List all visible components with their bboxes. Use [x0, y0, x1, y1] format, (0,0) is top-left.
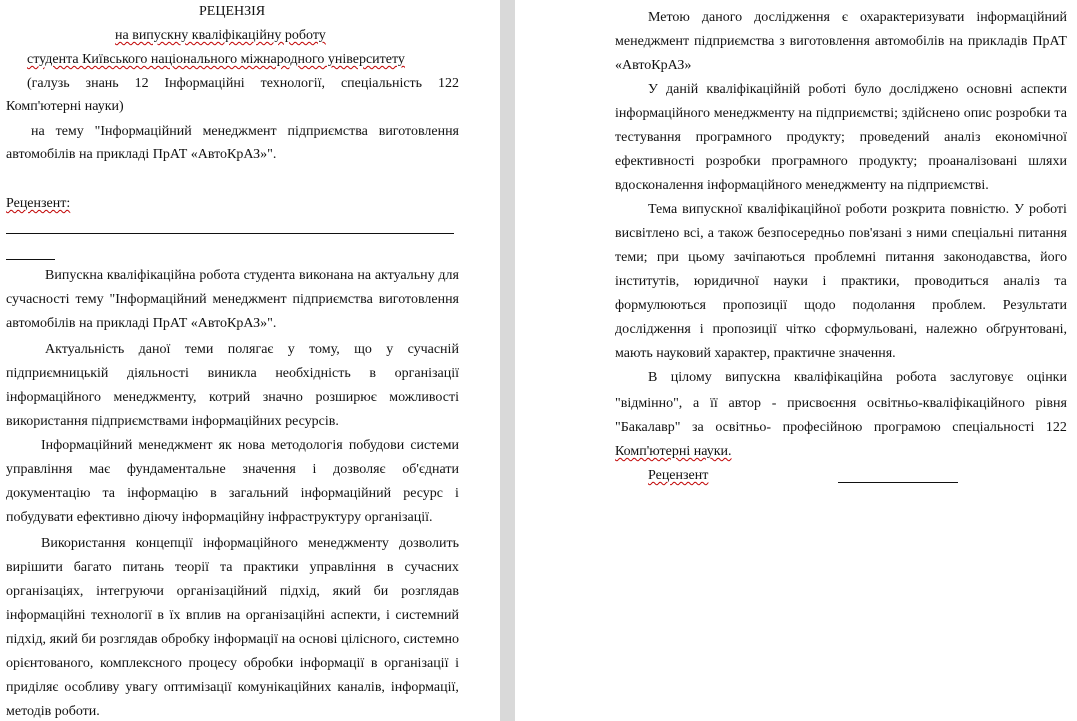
word: технології, [260, 76, 326, 91]
word: цьому [688, 250, 725, 265]
word: тему [55, 124, 84, 139]
word: теми; [615, 250, 648, 265]
right-p4-line-1 [648, 370, 1067, 386]
word: інформаційного [202, 536, 298, 551]
word: в [157, 608, 165, 623]
word: побудови [348, 438, 405, 453]
word: "Інформаційний [94, 124, 192, 139]
right-p1-line-3: «АвтоКрАЗ» [615, 58, 692, 73]
word: ними [915, 226, 948, 241]
word: комплексного [99, 656, 182, 671]
word: виникла [207, 366, 257, 381]
word: виготовлення [378, 124, 459, 139]
word: його [1040, 250, 1067, 265]
word: ресурс [403, 486, 443, 501]
word: Інформаційний [41, 438, 133, 453]
word: з [779, 34, 785, 49]
word: ПрАТ [1032, 34, 1067, 49]
word: практики, [840, 274, 900, 289]
word: продукту; [858, 154, 918, 169]
right-p2-line-4 [615, 154, 1067, 170]
word: ефективності [615, 154, 695, 169]
word: при [656, 250, 679, 265]
word: за [692, 420, 704, 435]
review-title: РЕЦЕНЗІЯ [199, 4, 266, 19]
word: методологія [271, 438, 343, 453]
word: дослідження [615, 322, 691, 337]
left-p2-line-2 [6, 366, 459, 382]
word: нова [237, 438, 266, 453]
word: на [798, 106, 813, 121]
word: виконана [298, 268, 354, 283]
word: організації [384, 656, 449, 671]
word: обґрунтовані, [986, 322, 1067, 337]
word: робота [199, 268, 240, 283]
word: тому, [309, 342, 340, 357]
word: прикладів [967, 34, 1028, 49]
word: освітньо- [715, 420, 772, 435]
word: сучасних [404, 560, 459, 575]
word: оцінки [1026, 370, 1067, 385]
word: проаналізовані [928, 154, 1018, 169]
word: інформаційний [300, 486, 392, 501]
right-p3-line-5 [615, 298, 1067, 314]
word: та [1054, 274, 1067, 289]
left-p3-line-4: побудувати ефективно діючу інформаційну інфраструктуру організації. [6, 510, 433, 525]
word: освітньо-кваліфікаційного [867, 396, 1025, 411]
word: загальний [228, 486, 289, 501]
word: юридичної [693, 274, 759, 289]
review-subtitle: на випускну кваліфікаційну роботу [115, 28, 326, 43]
word: Випускна [45, 268, 104, 283]
word: необхідність [275, 366, 351, 381]
left-p4-line-4 [6, 608, 459, 624]
right-p1-line-2 [615, 34, 1067, 50]
word: безпосередньо [757, 226, 845, 241]
right-p2-line-5: вдосконалення інформаційного менеджменту на підприємстві. [615, 178, 989, 193]
word: щодо [804, 298, 836, 313]
word: вплив [185, 608, 222, 623]
word: управління [309, 560, 376, 575]
word: випускної [682, 202, 743, 217]
word: "відмінно", [615, 396, 683, 411]
word: спеціальні [951, 226, 1014, 241]
field-line-1 [27, 76, 459, 92]
word: аспекти [1020, 82, 1067, 97]
word: у [386, 342, 394, 357]
word: що [354, 342, 372, 357]
field-line-2: Комп'ютерні науки) [6, 99, 124, 114]
right-p1-line-1 [648, 10, 1067, 26]
word: 122 [1045, 420, 1067, 435]
word: інформації, [390, 680, 459, 695]
word: в [210, 486, 217, 501]
word: обробку [161, 632, 210, 647]
word: в [386, 560, 394, 575]
document-page-left [0, 0, 500, 721]
left-p3-line-3 [6, 486, 459, 502]
right-p3-line-2 [615, 226, 1067, 242]
word: на [226, 608, 241, 623]
word: програмного [771, 154, 848, 169]
word: Актуальність [45, 342, 125, 357]
word: програмою [873, 420, 941, 435]
word: виготовлення [378, 292, 459, 307]
word: процесу [188, 656, 238, 671]
word: У [648, 82, 658, 97]
word: основні [966, 82, 1013, 97]
left-p4-line-1 [41, 536, 459, 552]
word: концепції [135, 536, 193, 551]
word: також [718, 226, 754, 241]
word: (галузь [27, 76, 70, 91]
right-p2-line-1 [648, 82, 1067, 98]
word: на [281, 632, 296, 647]
word: обробки [243, 656, 294, 671]
word: каналів, [337, 680, 385, 695]
word: котрий [209, 390, 251, 405]
word: підхід, [6, 632, 47, 647]
word: кваліфікаційна [793, 370, 883, 385]
word: кваліфікаційна [106, 268, 196, 283]
left-p4-line-8: методів роботи. [6, 704, 100, 719]
word: менеджмент [615, 34, 690, 49]
word: розробки [705, 154, 761, 169]
word: комунікаційних [237, 680, 332, 695]
word: розширює [315, 390, 377, 405]
word: менеджменту, [113, 390, 197, 405]
word: повністю. [950, 202, 1010, 217]
word: Результати [1002, 298, 1067, 313]
word: спеціальність [340, 76, 423, 91]
right-p2-line-2 [615, 106, 1067, 122]
word: і [385, 608, 390, 623]
word: роботи [845, 202, 888, 217]
word: пов'язані [848, 226, 903, 241]
reviewer-signature-line-2 [6, 259, 55, 260]
word: науки [773, 274, 808, 289]
word: тему [75, 292, 104, 307]
word: всі, [683, 226, 704, 241]
word: пропозиції [712, 322, 777, 337]
word: би [373, 584, 389, 599]
word: рівня [1035, 396, 1067, 411]
word: Інформаційні [164, 76, 245, 91]
word: висвітлено [615, 226, 680, 241]
word: питання [1018, 226, 1067, 241]
word: інтегруючи [96, 584, 164, 599]
word: менеджмент [202, 124, 277, 139]
word: програмного [695, 130, 772, 145]
word: фундаментальне [126, 462, 226, 477]
topic-line-2: автомобілів на прикладі ПрАТ «АвтоКрАЗ»". [6, 147, 277, 162]
word: сучасній [407, 342, 459, 357]
right-p3-line-6 [615, 322, 1067, 338]
word: - [771, 396, 777, 411]
word: цілісного, [340, 632, 400, 647]
left-p4-line-3 [6, 584, 459, 600]
document-page-right [515, 0, 1077, 721]
word: менеджмент [212, 292, 287, 307]
left-p1-line-1 [45, 268, 459, 284]
word: технології [90, 608, 152, 623]
word: для [438, 268, 459, 283]
word: пропозиції [722, 298, 788, 313]
word: 122 [437, 76, 459, 91]
right-p3-line-7: мають науковий характер, практичне значення. [615, 346, 896, 361]
word: інформаційні [6, 608, 86, 623]
word: теми [184, 342, 214, 357]
word: і [699, 322, 704, 337]
right-p3-line-1 [648, 202, 1067, 218]
word: проведений [859, 130, 930, 145]
word: "Бакалавр" [615, 420, 681, 435]
word: в [369, 366, 376, 381]
word: економічної [995, 130, 1067, 145]
word: опис [963, 106, 992, 121]
word: та [1054, 106, 1067, 121]
word: робота [896, 370, 937, 385]
word: і [822, 274, 827, 289]
left-p3-line-2 [6, 462, 459, 478]
word: роботі [808, 82, 847, 97]
word: увагу [125, 680, 158, 695]
word: роботі [1028, 202, 1067, 217]
word: випускна [725, 370, 781, 385]
left-p4-line-7 [6, 680, 459, 696]
word: даній [666, 82, 699, 97]
word: проблем. [932, 298, 986, 313]
word: і [455, 656, 459, 671]
word: В [648, 370, 658, 385]
word: розробки [995, 106, 1051, 121]
word: автор [728, 396, 761, 411]
reviewer-signature-label: Рецензент [648, 468, 709, 483]
word: має [89, 462, 111, 477]
word: даного [701, 10, 743, 25]
word: і [312, 462, 317, 477]
word: можливості [389, 390, 459, 405]
word: підприємства [287, 124, 368, 139]
word: дослідження [754, 10, 830, 25]
word: орієнтованого, [6, 656, 94, 671]
word: системи [410, 438, 459, 453]
word: діяльності [127, 366, 189, 381]
topic-line-1 [31, 124, 459, 140]
word: виготовлення [789, 34, 870, 49]
word: їх [169, 608, 181, 623]
word: охарактеризувати [859, 10, 965, 25]
left-p4-line-5 [6, 632, 459, 648]
word: присвоєння [787, 396, 857, 411]
word: та [219, 560, 233, 575]
reviewer-label: Рецензент: [6, 196, 71, 211]
word: законодавства, [943, 250, 1031, 265]
word: а [693, 396, 700, 411]
word: і [455, 486, 459, 501]
word: розкрита [892, 202, 946, 217]
word: питання [885, 250, 935, 265]
word: на [31, 124, 45, 139]
word: її [710, 396, 718, 411]
word: значення [242, 462, 296, 477]
word: інформаційного [615, 106, 710, 121]
word: на [949, 34, 964, 49]
word: основі [298, 632, 338, 647]
word: який [332, 584, 361, 599]
word: подолання [852, 298, 916, 313]
word: який [49, 632, 78, 647]
word: об'єднати [402, 462, 459, 477]
left-p4-line-2 [6, 560, 459, 576]
left-p1-line-2 [6, 292, 459, 308]
word: менеджмент [138, 438, 213, 453]
word: полягає [227, 342, 274, 357]
left-p4-line-6 [6, 656, 459, 672]
word: організаціях, [6, 584, 84, 599]
word: заслуговує [949, 370, 1014, 385]
word: у [287, 342, 295, 357]
word: здійснено [901, 106, 960, 121]
word: спеціальності [952, 420, 1035, 435]
word: аналіз [944, 130, 981, 145]
word: аналіз [1003, 274, 1040, 289]
right-p4-line-4-text: Комп'ютерні науки. [615, 444, 732, 459]
word: проблемні [814, 250, 877, 265]
right-p4-line-4 [615, 444, 732, 460]
word: інститутів, [615, 274, 680, 289]
left-p2-line-1 [45, 342, 459, 358]
word: Метою [648, 10, 690, 25]
word: би [81, 632, 97, 647]
word: підприємницькій [6, 366, 109, 381]
word: інформацію [127, 486, 199, 501]
word: автомобілів [874, 34, 945, 49]
word: особливу [64, 680, 120, 695]
word: чітко [785, 322, 816, 337]
word: студента [243, 268, 296, 283]
word: професійною [782, 420, 863, 435]
word: з [906, 226, 912, 241]
word: зачіпаються [733, 250, 806, 265]
word: системний [395, 608, 459, 623]
word: тестування [615, 130, 681, 145]
word: інформаційний [976, 10, 1067, 25]
word: підприємстві; [815, 106, 898, 121]
left-p2-line-4: використання підприємствами інформаційних ресурсів. [6, 414, 339, 429]
word: питань [122, 560, 164, 575]
word: інформації [299, 656, 365, 671]
reviewer-signature-line [6, 233, 454, 234]
word: інформаційного [6, 390, 101, 405]
right-p3-line-4 [615, 274, 1067, 290]
word: організаційний [176, 584, 268, 599]
right-p2-line-3 [615, 130, 1067, 146]
left-p1-line-3: автомобілів на прикладі ПрАТ «АвтоКрАЗ»". [6, 316, 277, 331]
word: є [841, 10, 848, 25]
word: належно [926, 322, 978, 337]
student-line [27, 52, 405, 68]
right-p4-line-3 [615, 420, 1067, 436]
word: досліджено [889, 82, 959, 97]
word: управління [6, 462, 73, 477]
word: багато [73, 560, 112, 575]
word: значно [262, 390, 303, 405]
word: формулюються [615, 298, 706, 313]
word: сучасності [6, 292, 70, 307]
word: підхід, [279, 584, 320, 599]
word: підприємства [693, 34, 775, 49]
left-p3-line-1 [41, 438, 459, 454]
word: організації [394, 366, 459, 381]
word: розглядав [99, 632, 158, 647]
word: а [707, 226, 715, 241]
word: підприємства [292, 292, 373, 307]
word: менеджменту [307, 536, 389, 551]
word: У [1014, 202, 1024, 217]
word: документацію [6, 486, 91, 501]
word: Використання [41, 536, 126, 551]
word: аспекти, [330, 608, 381, 623]
right-p4-line-2 [615, 396, 1067, 412]
word: розглядав [401, 584, 459, 599]
word: знань [85, 76, 119, 91]
word: проводиться [914, 274, 989, 289]
word: приділяє [6, 680, 59, 695]
right-p3-line-3 [615, 250, 1067, 266]
student-line-text: студента Київського національного міжнародного університету [27, 52, 405, 67]
word: Тема [648, 202, 678, 217]
word: системно [403, 632, 459, 647]
word: "Інформаційний [109, 292, 207, 307]
word: 12 [134, 76, 149, 91]
word: було [854, 82, 882, 97]
word: даної [138, 342, 171, 357]
word: вирішити [6, 560, 63, 575]
word: продукту; [786, 130, 845, 145]
word: актуальну [374, 268, 435, 283]
left-p2-line-3 [6, 390, 459, 406]
word: інформації [213, 632, 278, 647]
word: менеджменту [713, 106, 795, 121]
word: сформульовані, [824, 322, 918, 337]
word: оптимізації [163, 680, 232, 695]
word: цілому [670, 370, 712, 385]
word: та [102, 486, 116, 501]
word: кваліфікаційній [706, 82, 801, 97]
word: як [218, 438, 232, 453]
word: дозволяє [333, 462, 386, 477]
word: практики [243, 560, 299, 575]
word: кваліфікаційної [747, 202, 841, 217]
word: на [357, 268, 372, 283]
word: теорії [174, 560, 210, 575]
word: шляхи [1028, 154, 1067, 169]
word: організаційні [245, 608, 326, 623]
word: в [370, 656, 378, 671]
reviewer-signature-blank [838, 482, 958, 483]
word: дозволить [399, 536, 459, 551]
